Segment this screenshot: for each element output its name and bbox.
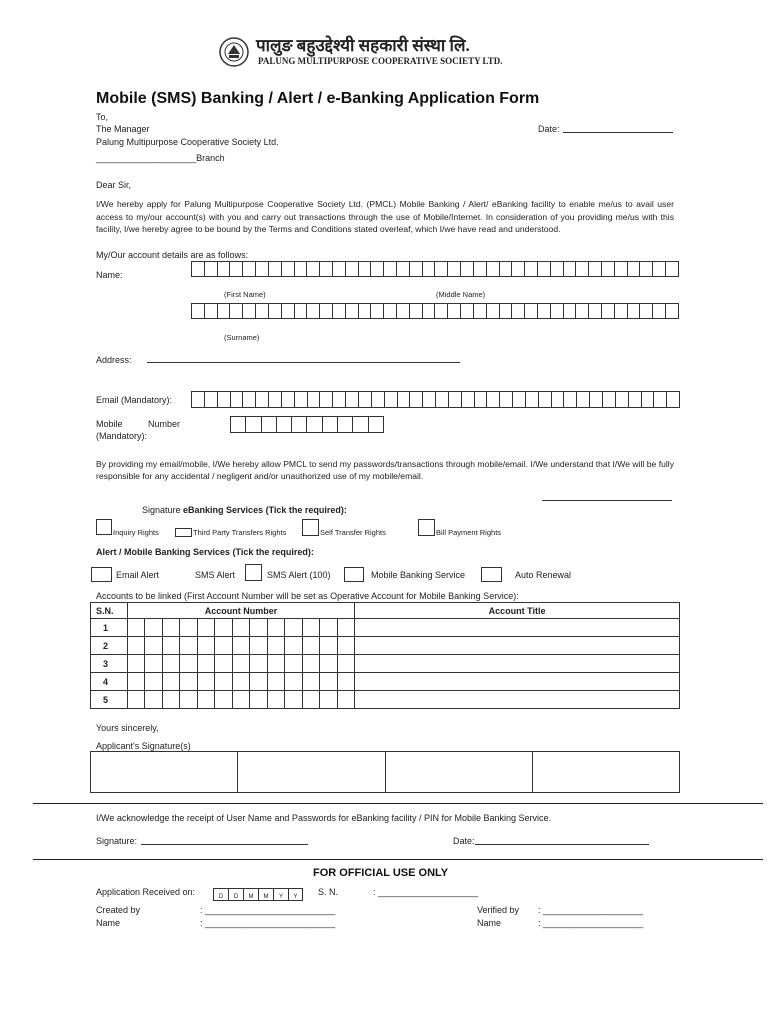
org-address-label: Palung Multipurpose Cooperative Society Ltd. (96, 137, 279, 147)
name-char-box[interactable] (460, 261, 473, 277)
surname-char-box[interactable] (550, 303, 563, 319)
mobile-boxes[interactable] (230, 416, 384, 433)
accounts-table-header (91, 603, 680, 619)
account-number-digit-cell[interactable] (302, 691, 319, 709)
signature-boxes (90, 751, 680, 793)
third-party-transfer-label: Third Party Transfers Rights (193, 528, 287, 537)
accounts-note: Accounts to be linked (First Account Number will be set as Operative Account for Mobile Banking Service): (96, 591, 519, 601)
ack-signature-field[interactable] (141, 836, 308, 845)
mobile-char-box[interactable] (291, 416, 306, 433)
branch-label: Branch (196, 153, 225, 163)
name-char-box[interactable] (601, 261, 614, 277)
email-label: Email (Mandatory): (96, 395, 173, 405)
account-number-digit-cell[interactable] (285, 619, 302, 637)
mobile-char-box[interactable] (352, 416, 367, 433)
inquiry-rights-label: Inquiry Rights (113, 528, 159, 537)
name-char-box[interactable] (268, 261, 281, 277)
account-number-digit-cell[interactable] (337, 619, 354, 637)
name-char-box[interactable] (665, 261, 679, 277)
account-number-digit-cell[interactable] (337, 637, 354, 655)
created-by-field[interactable]: : __________________________ (200, 905, 336, 915)
name-char-box[interactable] (229, 261, 242, 277)
surname-char-box[interactable] (601, 303, 614, 319)
name-char-box[interactable] (499, 261, 512, 277)
surname-char-box[interactable] (383, 303, 396, 319)
name-char-box[interactable] (486, 261, 499, 277)
account-number-digit-cell[interactable] (320, 637, 337, 655)
account-details-label: My/Our account details are as follows: (96, 250, 249, 260)
surname-char-box[interactable] (486, 303, 499, 319)
row-sn: 5 (91, 691, 128, 709)
email-char-box[interactable] (294, 391, 307, 408)
surname-char-box[interactable] (614, 303, 627, 319)
name-char-box[interactable] (511, 261, 524, 277)
account-number-digit-cell[interactable] (250, 637, 267, 655)
name-char-box[interactable] (242, 261, 255, 277)
org-name-english: PALUNG MULTIPURPOSE COOPERATIVE SOCIETY LTD. (258, 56, 503, 66)
verified-by-field[interactable]: : ____________________ (538, 905, 644, 915)
email-char-box[interactable] (332, 391, 345, 408)
date-label: Date: (538, 124, 560, 134)
name-char-box[interactable] (409, 261, 422, 277)
mobile-char-box[interactable] (261, 416, 276, 433)
name-char-box[interactable] (396, 261, 409, 277)
org-name-nepali: पालुङ बहुउद्देश्यी सहकारी संस्था लि. (256, 36, 470, 55)
account-number-digit-cell[interactable] (285, 637, 302, 655)
sn-label: S. N. (318, 887, 339, 897)
account-number-digit-cell[interactable] (337, 655, 354, 673)
applicant-signature-label: Applicant's Signature(s) (96, 741, 191, 751)
date-char-box[interactable]: Y (288, 888, 303, 901)
surname-char-box[interactable] (422, 303, 435, 319)
name-char-box[interactable] (627, 261, 640, 277)
name-char-box[interactable] (550, 261, 563, 277)
email-char-box[interactable] (217, 391, 230, 408)
account-number-digit-cell[interactable] (267, 637, 284, 655)
accounts-table (90, 602, 680, 709)
account-number-digit-cell[interactable] (215, 673, 232, 691)
account-title-cell[interactable] (355, 691, 680, 709)
email-char-box[interactable] (204, 391, 217, 408)
name-char-box[interactable] (537, 261, 550, 277)
table-row (91, 673, 680, 691)
name-char-box[interactable] (358, 261, 371, 277)
email-char-box[interactable] (615, 391, 628, 408)
surname-char-box[interactable] (665, 303, 679, 319)
header-sn: S.N. (91, 603, 128, 619)
verified-name-label: Name (477, 918, 502, 928)
name-char-box[interactable] (191, 261, 204, 277)
surname-char-box[interactable] (473, 303, 486, 319)
auto-renewal-label: Auto Renewal (515, 570, 572, 580)
account-number-digit-cell[interactable] (145, 691, 162, 709)
surname-char-box[interactable] (255, 303, 268, 319)
dear-sir: Dear Sir, (96, 180, 132, 190)
surname-char-box[interactable] (358, 303, 371, 319)
account-number-digit-cell[interactable] (197, 637, 214, 655)
account-title-cell[interactable] (355, 637, 680, 655)
account-number-digit-cell[interactable] (232, 673, 249, 691)
surname-caption: (Surname) (224, 333, 260, 342)
email-char-box[interactable] (268, 391, 281, 408)
email-char-box[interactable] (255, 391, 268, 408)
date-char-box[interactable]: D (228, 888, 243, 901)
surname-char-box[interactable] (229, 303, 242, 319)
sms-alert-checkbox[interactable] (245, 564, 262, 581)
account-number-digit-cell[interactable] (162, 655, 179, 673)
row-sn: 4 (91, 673, 128, 691)
email-char-box[interactable] (589, 391, 602, 408)
account-number-digit-cell[interactable] (285, 691, 302, 709)
account-number-digit-cell[interactable] (162, 673, 179, 691)
signature-box-3[interactable] (385, 752, 532, 793)
table-row (91, 637, 680, 655)
surname-char-box[interactable] (242, 303, 255, 319)
header-account-number: Account Number (128, 603, 355, 619)
account-number-digit-cell[interactable] (320, 619, 337, 637)
surname-char-box[interactable] (345, 303, 358, 319)
middle-name-caption: (Middle Name) (436, 290, 486, 299)
sms-alert-100-checkbox[interactable] (344, 567, 364, 582)
account-number-digit-cell[interactable] (180, 691, 197, 709)
header-account-title: Account Title (355, 603, 680, 619)
account-number-digit-cell[interactable] (267, 619, 284, 637)
surname-char-box[interactable] (306, 303, 319, 319)
account-number-digit-cell[interactable] (267, 655, 284, 673)
verified-name-field[interactable]: : ____________________ (538, 918, 644, 928)
created-by-label: Created by (96, 905, 141, 915)
app-received-date-boxes[interactable] (213, 888, 303, 901)
mobile-label-2: Number (148, 419, 181, 429)
mobile-label-1: Mobile (96, 419, 123, 429)
inquiry-rights-checkbox[interactable] (96, 519, 112, 535)
name-char-box[interactable] (281, 261, 294, 277)
account-number-digit-cell[interactable] (302, 619, 319, 637)
table-row (91, 691, 680, 709)
account-number-digit-cell[interactable] (197, 673, 214, 691)
ebanking-heading (142, 505, 347, 515)
account-number-digit-cell[interactable] (337, 673, 354, 691)
account-number-digit-cell[interactable] (145, 619, 162, 637)
account-number-digit-cell[interactable] (320, 673, 337, 691)
branch-field[interactable] (96, 153, 225, 163)
name-char-box[interactable] (294, 261, 307, 277)
account-number-digit-cell[interactable] (180, 637, 197, 655)
bill-payment-label: Bill Payment Rights (436, 528, 502, 537)
table-row (91, 655, 680, 673)
row-sn: 2 (91, 637, 128, 655)
surname-char-box[interactable] (396, 303, 409, 319)
name-first-middle-boxes[interactable] (191, 261, 679, 277)
account-number-digit-cell[interactable] (232, 691, 249, 709)
account-number-digit-cell[interactable] (267, 673, 284, 691)
email-char-box[interactable] (345, 391, 358, 408)
email-char-box[interactable] (551, 391, 564, 408)
email-char-box[interactable] (576, 391, 589, 408)
account-title-cell[interactable] (355, 673, 680, 691)
email-char-box[interactable] (628, 391, 641, 408)
intro-paragraph: I/We hereby apply for Palung Multipurpose Cooperative Society Ltd. (PMCL) Mobile Banking / Alert/ eBanking facility to enable me/us to avail user access to my/our account(s) with you and carry out transactions through the use of Mobile/Internet. In consideration of you providing me/us with this facility, I/we hereby agree to be bound by the Terms and Conditions stated overleaf, which I/we have read and understood. (96, 199, 674, 234)
created-name-label: Name (96, 918, 121, 928)
logo-icon (218, 36, 250, 68)
alert-heading: Alert / Mobile Banking Services (Tick the required): (96, 547, 314, 557)
email-char-box[interactable] (371, 391, 384, 408)
mobile-char-box[interactable] (245, 416, 260, 433)
name-label: Name: (96, 270, 123, 280)
account-number-digit-cell[interactable] (162, 637, 179, 655)
date-char-box[interactable]: Y (273, 888, 288, 901)
email-char-box[interactable] (281, 391, 294, 408)
account-number-digit-cell[interactable] (320, 655, 337, 673)
surname-char-box[interactable] (370, 303, 383, 319)
surname-char-box[interactable] (434, 303, 447, 319)
created-name-field[interactable]: : __________________________ (200, 918, 336, 928)
account-number-digit-cell[interactable] (232, 619, 249, 637)
surname-char-box[interactable] (627, 303, 640, 319)
name-char-box[interactable] (345, 261, 358, 277)
app-received-label: Application Received on: (96, 887, 196, 897)
mobile-label-3: (Mandatory): (96, 431, 148, 441)
account-number-digit-cell[interactable] (128, 655, 145, 673)
signature-box-4[interactable] (532, 752, 679, 793)
account-number-digit-cell[interactable] (128, 637, 145, 655)
email-char-box[interactable] (435, 391, 448, 408)
mobile-char-box[interactable] (368, 416, 384, 433)
surname-char-box[interactable] (511, 303, 524, 319)
self-transfer-label: Self Transfer Rights (320, 528, 386, 537)
account-number-digit-cell[interactable] (145, 637, 162, 655)
divider-2 (33, 859, 763, 860)
account-number-digit-cell[interactable] (145, 655, 162, 673)
account-title-cell[interactable] (355, 655, 680, 673)
email-char-box[interactable] (422, 391, 435, 408)
account-number-digit-cell[interactable] (215, 655, 232, 673)
account-number-digit-cell[interactable] (180, 655, 197, 673)
account-number-digit-cell[interactable] (162, 619, 179, 637)
surname-char-box[interactable] (652, 303, 665, 319)
manager-label: The Manager (96, 124, 150, 134)
name-char-box[interactable] (255, 261, 268, 277)
to-label: To, (96, 112, 109, 122)
account-title-cell[interactable] (355, 619, 680, 637)
surname-char-box[interactable] (409, 303, 422, 319)
mobile-char-box[interactable] (276, 416, 291, 433)
name-char-box[interactable] (563, 261, 576, 277)
address-field[interactable] (147, 354, 460, 363)
email-char-box[interactable] (409, 391, 422, 408)
surname-char-box[interactable] (460, 303, 473, 319)
surname-char-box[interactable] (191, 303, 204, 319)
sn-field[interactable]: : ____________________ (373, 887, 479, 897)
account-number-digit-cell[interactable] (250, 655, 267, 673)
account-number-digit-cell[interactable] (285, 673, 302, 691)
name-char-box[interactable] (422, 261, 435, 277)
official-heading: FOR OFFICIAL USE ONLY (313, 867, 449, 879)
date-char-box[interactable]: M (258, 888, 273, 901)
row-sn: 3 (91, 655, 128, 673)
email-char-box[interactable] (538, 391, 551, 408)
ack-text: I/We acknowledge the receipt of User Name and Passwords for eBanking facility / PIN for Mobile Banking Service. (96, 813, 552, 823)
account-number-digit-cell[interactable] (162, 691, 179, 709)
mobile-char-box[interactable] (337, 416, 352, 433)
account-number-digit-cell[interactable] (250, 619, 267, 637)
account-number-digit-cell[interactable] (302, 673, 319, 691)
account-number-digit-cell[interactable] (215, 637, 232, 655)
email-char-box[interactable] (358, 391, 371, 408)
account-number-digit-cell[interactable] (320, 691, 337, 709)
date-field[interactable] (563, 124, 673, 133)
account-number-digit-cell[interactable] (250, 673, 267, 691)
name-char-box[interactable] (370, 261, 383, 277)
name-char-box[interactable] (447, 261, 460, 277)
date-char-box[interactable]: D (213, 888, 228, 901)
email-char-box[interactable] (602, 391, 615, 408)
surname-boxes[interactable] (191, 303, 679, 319)
bill-payment-checkbox[interactable] (418, 519, 435, 536)
surname-char-box[interactable] (447, 303, 460, 319)
account-number-digit-cell[interactable] (337, 691, 354, 709)
email-char-box[interactable] (319, 391, 332, 408)
name-char-box[interactable] (575, 261, 588, 277)
email-char-box[interactable] (641, 391, 654, 408)
email-char-box[interactable] (384, 391, 397, 408)
name-char-box[interactable] (473, 261, 486, 277)
mobile-char-box[interactable] (230, 416, 245, 433)
email-alert-checkbox[interactable] (91, 567, 112, 582)
account-number-digit-cell[interactable] (180, 619, 197, 637)
sms-alert-100-label: SMS Alert (100) (267, 570, 331, 580)
mobile-char-box[interactable] (306, 416, 321, 433)
account-number-digit-cell[interactable] (285, 655, 302, 673)
branch-blank: ____________________ (96, 153, 197, 163)
name-char-box[interactable] (332, 261, 345, 277)
surname-char-box[interactable] (537, 303, 550, 319)
name-char-box[interactable] (614, 261, 627, 277)
email-char-box[interactable] (242, 391, 255, 408)
surname-char-box[interactable] (588, 303, 601, 319)
surname-char-box[interactable] (332, 303, 345, 319)
name-char-box[interactable] (434, 261, 447, 277)
account-number-digit-cell[interactable] (232, 637, 249, 655)
ebanking-heading-text: eBanking Services (Tick the required): (183, 505, 347, 515)
account-number-digit-cell[interactable] (128, 691, 145, 709)
signature-box-1[interactable] (91, 752, 238, 793)
divider-1 (33, 803, 763, 804)
verified-by-label: Verified by (477, 905, 520, 915)
account-number-digit-cell[interactable] (232, 655, 249, 673)
name-char-box[interactable] (524, 261, 537, 277)
account-number-digit-cell[interactable] (215, 691, 232, 709)
email-char-box[interactable] (499, 391, 512, 408)
date-char-box[interactable]: M (243, 888, 258, 901)
email-char-box[interactable] (525, 391, 538, 408)
account-number-digit-cell[interactable] (250, 691, 267, 709)
email-char-box[interactable] (666, 391, 680, 408)
surname-char-box[interactable] (204, 303, 217, 319)
email-alert-label: Email Alert (116, 570, 160, 580)
table-row (91, 619, 680, 637)
surname-char-box[interactable] (524, 303, 537, 319)
name-char-box[interactable] (306, 261, 319, 277)
address-label: Address: (96, 355, 132, 365)
account-number-digit-cell[interactable] (302, 637, 319, 655)
account-number-digit-cell[interactable] (128, 673, 145, 691)
email-char-box[interactable] (653, 391, 666, 408)
consent-signature-line[interactable] (542, 492, 672, 501)
ack-signature-label: Signature: (96, 836, 138, 846)
form-title: Mobile (SMS) Banking / Alert / e-Banking Application Form (96, 90, 540, 107)
third-party-transfer-checkbox[interactable] (175, 528, 192, 537)
ack-date-field[interactable] (475, 836, 649, 845)
mobile-banking-checkbox[interactable] (481, 567, 502, 582)
surname-char-box[interactable] (499, 303, 512, 319)
name-char-box[interactable] (204, 261, 217, 277)
account-number-digit-cell[interactable] (215, 619, 232, 637)
account-number-digit-cell[interactable] (267, 691, 284, 709)
account-number-digit-cell[interactable] (145, 673, 162, 691)
surname-char-box[interactable] (217, 303, 230, 319)
email-char-box[interactable] (191, 391, 204, 408)
row-sn: 1 (91, 619, 128, 637)
consent-paragraph: By providing my email/mobile, I/We hereby allow PMCL to send my passwords/transactions through mobile/email. I/We understand that I/We will be fully responsible for any accidental / negligent and/or unauthorized use of my mobile/email. (96, 459, 674, 481)
surname-char-box[interactable] (294, 303, 307, 319)
surname-char-box[interactable] (281, 303, 294, 319)
self-transfer-checkbox[interactable] (302, 519, 319, 536)
name-char-box[interactable] (652, 261, 665, 277)
account-number-digit-cell[interactable] (197, 691, 214, 709)
signature-box-2[interactable] (238, 752, 385, 793)
surname-char-box[interactable] (575, 303, 588, 319)
email-char-box[interactable] (474, 391, 487, 408)
name-char-box[interactable] (588, 261, 601, 277)
name-char-box[interactable] (383, 261, 396, 277)
surname-char-box[interactable] (563, 303, 576, 319)
email-char-box[interactable] (563, 391, 576, 408)
name-char-box[interactable] (639, 261, 652, 277)
signature-prefix: Signature (142, 505, 184, 515)
first-name-caption: (First Name) (224, 290, 266, 299)
ack-date-label: Date: (453, 836, 475, 846)
surname-char-box[interactable] (268, 303, 281, 319)
name-char-box[interactable] (319, 261, 332, 277)
email-char-box[interactable] (448, 391, 461, 408)
account-number-digit-cell[interactable] (302, 655, 319, 673)
sms-alert-label: SMS Alert (195, 570, 236, 580)
email-char-box[interactable] (397, 391, 410, 408)
account-number-digit-cell[interactable] (197, 619, 214, 637)
surname-char-box[interactable] (319, 303, 332, 319)
email-char-box[interactable] (307, 391, 320, 408)
email-char-box[interactable] (486, 391, 499, 408)
email-char-box[interactable] (230, 391, 243, 408)
surname-char-box[interactable] (639, 303, 652, 319)
account-number-digit-cell[interactable] (180, 673, 197, 691)
email-char-box[interactable] (461, 391, 474, 408)
email-boxes[interactable] (191, 391, 680, 408)
account-number-digit-cell[interactable] (128, 619, 145, 637)
mobile-banking-label: Mobile Banking Service (371, 570, 466, 580)
account-number-digit-cell[interactable] (197, 655, 214, 673)
email-char-box[interactable] (512, 391, 525, 408)
mobile-char-box[interactable] (322, 416, 337, 433)
yours-sincerely: Yours sincerely, (96, 723, 159, 733)
name-char-box[interactable] (217, 261, 230, 277)
